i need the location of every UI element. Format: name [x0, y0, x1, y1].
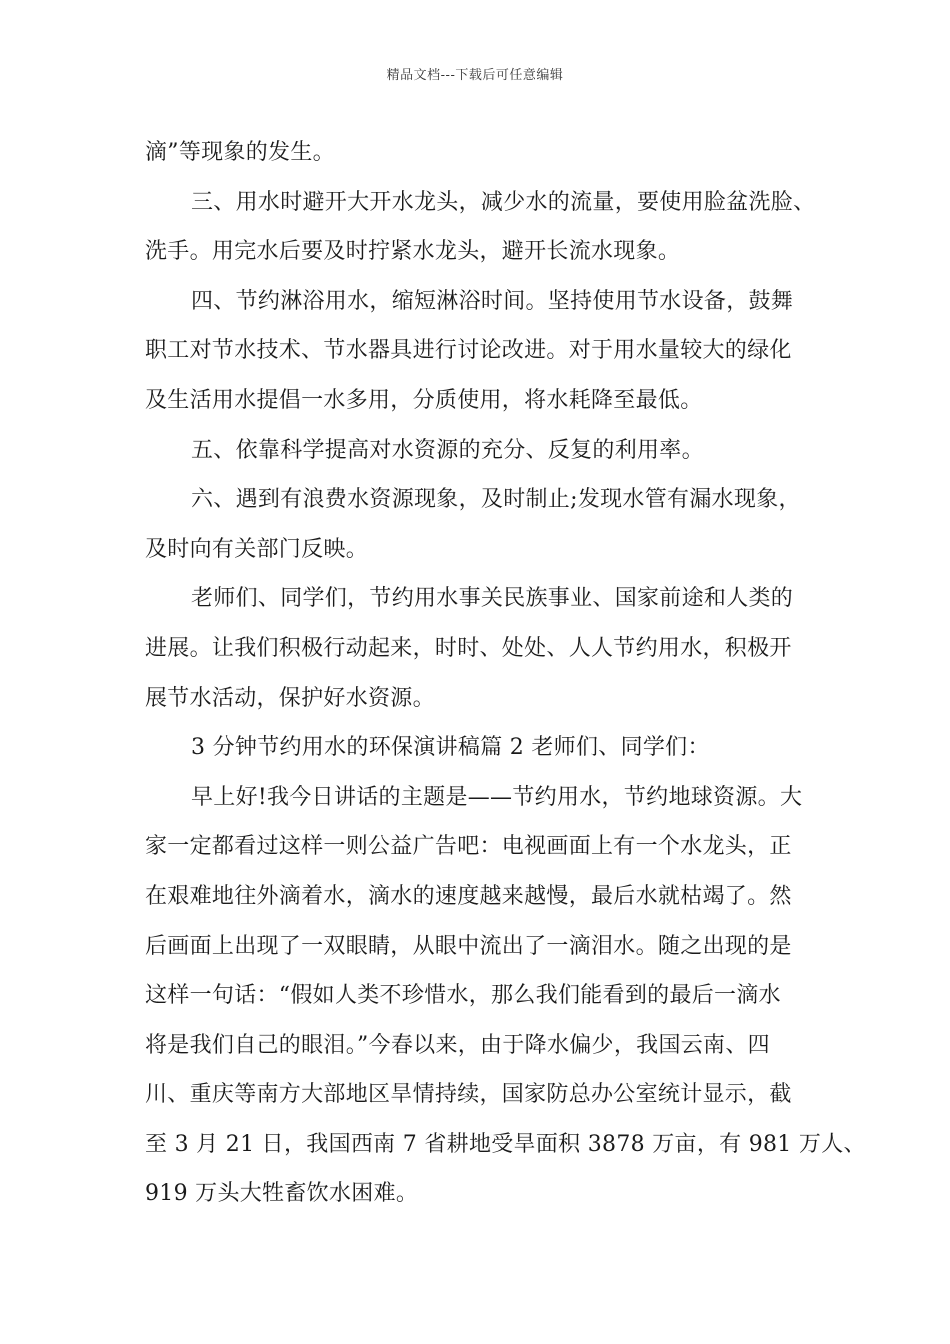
- text-line: 洗手。用完水后要及时拧紧水龙头，避开长流水现象。: [145, 239, 681, 265]
- text-line: 3 分钟节约用水的环保演讲稿篇 2 老师们、同学们：: [191, 735, 710, 761]
- text-line: 老师们、同学们，节约用水事关民族事业、国家前途和人类的: [191, 586, 794, 612]
- text-line: 这样一句话：“假如人类不珍惜水，那么我们能看到的最后一滴水: [145, 983, 781, 1009]
- text-line: 六、遇到有浪费水资源现象，及时制止;发现水管有漏水现象，: [191, 487, 801, 513]
- text-line: 早上好!我今日讲话的主题是——节约用水，节约地球资源。大: [191, 784, 803, 810]
- text-line: 进展。让我们积极行动起来，时时、处处、人人节约用水，积极开: [145, 635, 792, 661]
- text-line: 家一定都看过这样一则公益广告吧：电视画面上有一个水龙头，正: [145, 834, 792, 860]
- text-line: 在艰难地往外滴着水，滴水的速度越来越慢，最后水就枯竭了。然: [145, 883, 792, 909]
- text-line: 及时向有关部门反映。: [145, 536, 369, 562]
- text-line: 三、用水时避开大开水龙头，减少水的流量，要使用脸盆洗脸、: [191, 189, 816, 215]
- text-line: 展节水活动，保护好水资源。: [145, 685, 435, 711]
- page-header: 精品文档---下载后可任意编辑: [386, 68, 564, 83]
- text-line: 后画面上出现了一双眼睛，从眼中流出了一滴泪水。随之出现的是: [145, 933, 792, 959]
- text-line: 将是我们自己的眼泪。”今春以来，由于降水偏少，我国云南、四: [145, 1032, 770, 1058]
- text-line: 滴”等现象的发生。: [145, 140, 335, 165]
- text-line: 职工对节水技术、节水器具进行讨论改进。对于用水量较大的绿化: [145, 338, 792, 364]
- text-line: 及生活用水提倡一水多用，分质使用，将水耗降至最低。: [145, 387, 703, 413]
- text-line: 至 3 月 21 日，我国西南 7 省耕地受旱面积 3878 万亩，有 981 万人、: [145, 1131, 866, 1157]
- text-line: 919 万头大牲畜饮水困难。: [145, 1181, 419, 1207]
- text-line: 四、节约淋浴用水，缩短淋浴时间。坚持使用节水设备，鼓舞: [191, 288, 794, 314]
- text-line: 五、依靠科学提高对水资源的充分、反复的利用率。: [191, 437, 704, 463]
- text-line: 川、重庆等南方大部地区旱情持续，国家防总办公室统计显示，截: [145, 1082, 792, 1108]
- document-body: [145, 128, 866, 1219]
